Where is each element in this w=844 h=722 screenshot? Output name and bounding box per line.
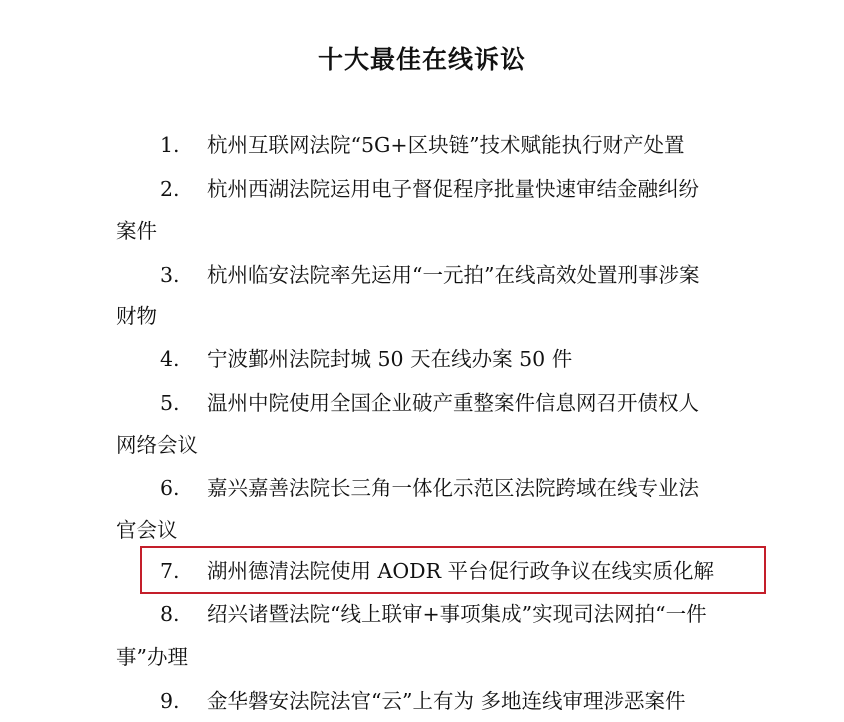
item-number: 4. [160,347,180,371]
item-text: 温州中院使用全国企业破产重整案件信息网召开债权人 [207,391,699,415]
item-text-continued: 案件 [116,219,157,243]
item-text: 绍兴诸暨法院“线上联审+事项集成”实现司法网拍“一件 [207,602,707,626]
item-number: 5. [160,391,180,415]
item-number: 3. [160,263,180,287]
item-number: 9. [160,689,180,713]
item-text: 杭州西湖法院运用电子督促程序批量快速审结金融纠纷 [207,177,699,201]
item-number: 2. [160,177,180,201]
item-text: 杭州临安法院率先运用“一元拍”在线高效处置刑事涉案 [207,263,700,287]
page-title: 十大最佳在线诉讼 [317,45,526,74]
item-text: 金华磐安法院法官“云”上有为 多地连线审理涉恶案件 [207,689,686,713]
item-text: 杭州互联网法院“5G+区块链”技术赋能执行财产处置 [207,133,685,157]
item-text: 宁波鄞州法院封城 50 天在线办案 50 件 [207,347,573,371]
item-text-continued: 官会议 [116,518,178,542]
item-number: 8. [160,602,180,626]
item-text: 嘉兴嘉善法院长三角一体化示范区法院跨域在线专业法 [207,476,699,500]
item-text-continued: 事”办理 [116,645,188,669]
item-number: 1. [160,133,180,157]
item-number: 6. [160,476,180,500]
item-text: 湖州德清法院使用 AODR 平台促行政争议在线实质化解 [207,559,715,583]
item-number: 7. [160,559,180,583]
item-text-continued: 财物 [116,304,157,328]
item-text-continued: 网络会议 [116,433,198,457]
